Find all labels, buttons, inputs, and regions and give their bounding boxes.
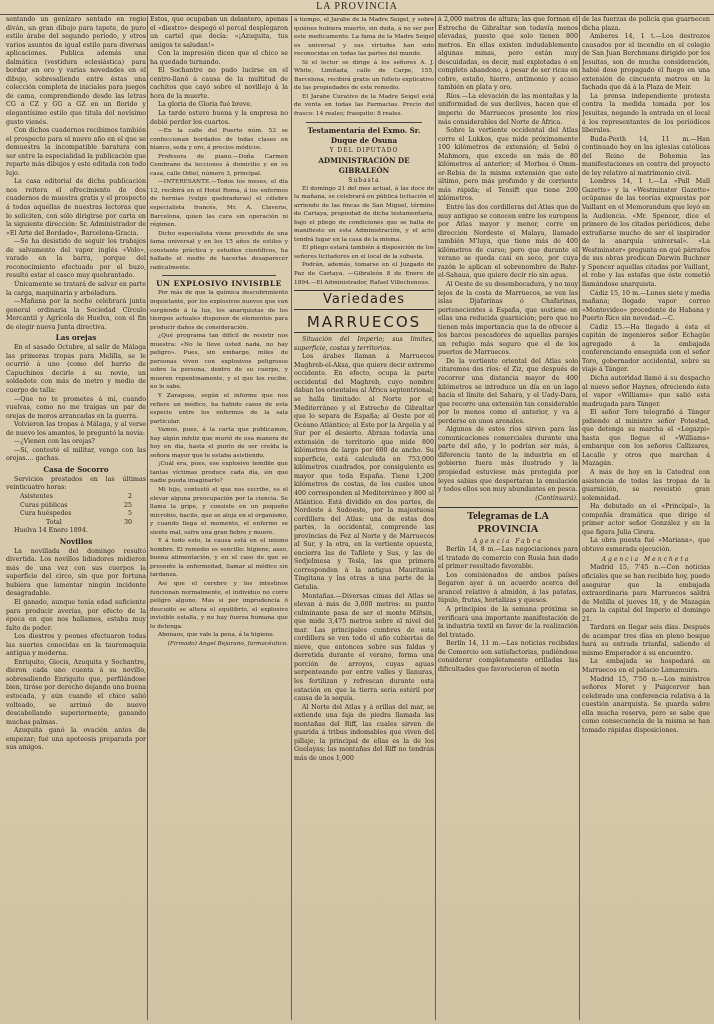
paragraph: Podrán, además, tomarse en el Juzgado de Paz de Cartaya. —Gibraleón 8 de Enero de 1894.—El Administrador, Rafael Villechenous. xyxy=(294,262,434,286)
agency-heading: Agencia Mencheta xyxy=(601,556,691,564)
paragraph: ¡Cuál era, pues, ese explosivo temible que tantas víctimas produce cada día, sin que nadie pueda imaginarlo? xyxy=(150,461,288,485)
row-label: Total xyxy=(46,518,62,526)
paragraph: ¿Qué programa tan difícil de resistir nos muestra: «No le lleve usted nada, no hay peligro». Pues, sin embargo, miles de personas viven con explosivos peligrosos sobre la persona, dentro de su cuerpo, y mueren repentinamente, y el que los recibe, no lo sabe. xyxy=(150,333,288,391)
paragraph: Azuquita ganó la ovación antes de empezar; fué una apoteosis preparada por sus amigos. xyxy=(6,727,146,752)
paragraph: Estos, que ocupaban un delantero, apenas el «diestro» despegó el percal desplegaron un cartel que decía: «¡Azuquita, tus amigos te saludan!» xyxy=(150,16,288,49)
paragraph: Servicios prestados en las últimas veinticuatro horas: xyxy=(6,475,146,492)
paragraph: La obra puesta fué «Mariana», que obtuvo esmerada ejecución. xyxy=(582,537,710,553)
divider xyxy=(162,275,276,276)
paragraph: A principios de la semana próxima se verificará una importante manifestación de la industria textil en favor de la realización del tratado. xyxy=(438,606,578,639)
paragraph: La gloria de Gloria fué breve. xyxy=(158,101,253,109)
paragraph: Y Zaragoza, según el informe que nos refiere un médico, ha habido casos de esta especie entre los enfermos de la sala particular. xyxy=(150,392,288,425)
paragraph: Londres 14, 1 t.—La «Pall Mall Gazette» y la «Westminster Gazette» ocúpanse de las teorías expuestas por Vaillant en el Memorandum que leyó en la Audiencia. «Mr. Spencer, dice el primero de los citados periódicos, debe extrañarse mucho de ser el inspirador de la anarquía universal». «La Westminster» pregunta en qué párrafos de sus obras predican Darwin Buchner y Spencer aquellas citadas por Vaillant, el robo y las estafas que éste cometió llamándose anarquista. xyxy=(582,178,710,288)
paragraph: sentando un genizaro sentado en regio diván, un gran dibujo para tapete, de puro estilo árabe del segundo período, y otros varios asuntos de igual estilo para diversas aplicaciones. Publica además una dalmática (vestidura eclesiástica) para bordar en oro y varias novedades en el dibujo, sobresaliendo entre éstas una colección completa de iniciales para juegos de cama, comprendiendo desde las letras CG a CZ y GG a GZ en un florido y elegantísimo estilo que titula del novísimo gusto vienés. xyxy=(6,16,146,126)
section-heading-variedades: Variedades xyxy=(294,290,434,310)
paragraph: El pliego estará también á disposición de los señores licitadores en el local de la subasta. xyxy=(294,245,434,260)
paragraph: La prensa independiente protesta contra la medida tomada por los Jesuitas, negando la entrada en el local á los representantes de los periódicos liberales. xyxy=(582,92,710,135)
column-5 xyxy=(582,16,710,1022)
row-value: 2 xyxy=(127,492,132,500)
paragraph: Los árabes llaman á Marruecos Maghreb-el-Aksa, que quiere decir extremo occidente. En efecto, ocupa la parte occidental del Maghreb, cuyo nombre daban los orientales al África septentrional; se halla limitado: al Norte por el Mediterráneo y el Estrecho de Gibraltar que lo separa de España; al Oeste por el Océano Atlántico; al Este por la Argelia y al Sur por el desierto. Abraza todavía una extensión de territorio que mide 800 kilómetros de largo por 600 de ancho. Su superficie, está calculada en 753,000 kilómetros cuadrados, por consiguiente es mayor que toda España. Tiene 1,200 kilómetros de costas, de los cuales unos 400 corresponden al Mediterráneo y 800 al Atlántico. Está dividido en dos partes, de Nordeste á Sudoeste, por la majestuosa cordillera del Atlas: una de estas dos partes, la occidental, comprende las provincias de Fez al Norte y de Marruecos al Sur, y la otra, en la vertiente opuesta, encierra las de Tafilete y Sus, y las de Sedjelmesa y Tesla, las que primera corresponden á la antigua Mauritania Tingitana y las otras a una parte de la Getulia. xyxy=(294,353,434,591)
paragraph: La novillada del domingo resultó divertida. Los novillos lidiadores midieron más de una vez con sus cuerpos la superficie del circo, sin que por fortuna hubiera que lamentar ningún incidente desagradable. xyxy=(6,547,146,598)
table-row-total xyxy=(6,519,146,528)
columns xyxy=(6,16,710,1022)
paragraph: El señor Toro telegrafió á Tánger pidiendo al ministro señor Potestad, que detenga su marcha el «Legazpi» hasta que llegue el «Williams» embarque con los señores Callizares, Lacalle y otros que marchan á Mazagán. xyxy=(582,409,710,468)
row-value: 30 xyxy=(123,518,132,526)
section-subheading: Y DEL DIPUTADO xyxy=(329,146,399,154)
section-heading-telegramas: Telegramas de LA PROVINCIA xyxy=(438,507,578,536)
paragraph: Y á todo esto, la causa está en el mismo hombre. El remedio es sencillo: higiene, aseo, buena alimentación, y en el caso de que se presente la enfermedad, llamar al médico sin tardanza. xyxy=(150,538,288,579)
advert: Dicho especialista viene precedido de una fama universal y en los 15 años de estilos y constante práctica y estudios científicos, ha hallado el medio de hacerlas desaparecer radicalmente. xyxy=(150,230,288,271)
paragraph: Dicha autoridad llamó á su despacho al nuevo señor Haynes, ofreciendo éste el vapor «Williams» que salió esta madrugada para Tánger. xyxy=(582,374,710,408)
signature: (Firmado) Angel Bejarano, farmacéutico. xyxy=(167,640,288,647)
article-title: MARRUECOS xyxy=(294,312,434,333)
row-value: 25 xyxy=(123,501,132,509)
section-heading: Novillos xyxy=(59,536,93,546)
paragraph: Así que el cerebro y los intestinos funcionan normalmente, el individuo no corre peligro alguno. Mas si por imprudencia ó descuido se altera el equilibrio, el explosivo invisible estalla, y no hay fuerza humana que lo detenga. xyxy=(150,581,288,630)
paragraph: Cádiz 15, 10 m.—Lunes siete y media mañana; llegado vapor correo «Montevideo» procedente de Habana y Puerto Rico sin novedad.—C. xyxy=(582,289,710,323)
column-4 xyxy=(438,16,578,1022)
paragraph: Mi hijo, contestó el que nos escribe, es el elevar alguna preocupación por la ciencia. Se llama la gripe, y consiste en un pequeño microbio, bacilo, que se aloja en el organismo, y cuando llega el momento, el enfermo se siente mal, sufre una gran fiebre y muere. xyxy=(150,486,288,536)
paragraph: Por más de que la química descubrimiento inquietante, por los explosivos nuevos que van surgiendo á la luz, los anarquistas de los tiempos actuales disponen de elementos para producir daños de consideración. xyxy=(150,290,288,331)
section-heading: ADMINISTRACIÓN DE GIBRALEÓN xyxy=(318,155,410,175)
continued-note: (Continuará). xyxy=(535,494,578,502)
paragraph: El ganado, aunque tenía edad suficiente para producir averías, por efecto de la época en que nos hallamos, estaba muy falto de poder. xyxy=(6,599,146,632)
section-subheading: Subasta xyxy=(348,176,380,184)
row-label: Asistentes xyxy=(20,492,53,500)
paragraph: Ríos.—La elevación de las montañas y la uniformidad de sus declives, hacen que el imperio de Marruecos presente los ríos más considerables del Norte de África. xyxy=(438,92,578,126)
paragraph: El Jarabe Curativo de la Madre Seigel está de venta en todas las Farmacias. Precio del frasco: 14 reales; frasquito: 8 reales. xyxy=(294,93,434,118)
paragraph: á 2,000 metros de altura; las que forman el Estrecho de Gibraltar son todavía menos elevadas, puesto que solo tienen 800 metros. En ellas existen indudablemente algunas minas, pero están muy descuidadas, es decir, mal explotadas ó en completo abandono, á pesar de ser ricas en cobre, estaño, hierro, antimonio y acaso también en plata y oro. xyxy=(438,16,578,92)
paragraph: —Mañana por la noche celebrará junta general ordinaria la Sociedad Círculo Mercantil y Agrícola de Huelva, con el fin de elegir nueva Junta directiva. xyxy=(6,298,146,331)
paragraph: Abonaos, que vale la pena, á la higiene. xyxy=(158,632,275,639)
paragraph: á tiempo, el Jarabe de la Madre Seigel, y sobre quiénes hubiera muerto, sin duda, á no ser por este medicamento. La fama de la Madre Seigel es universal y sus virtudes han sido reconocidas en todas las partes del mundo. xyxy=(294,17,434,58)
paragraph: Entre las dos cordilleras del Atlas que de muy antiguo se conocen entre los europeos por Atlas mayor y menor, corre en dirección Nordeste el Malaya, llamado también M'luya, que tiene más de 400 kilómetros de curso; pero que durante el verano se queda casi en seco, por cuya razón le aplican el sobrenombre de Bahr-el-Sahaua, que quiere decir río sin agua. xyxy=(438,204,578,280)
paragraph: Enriquito, Giocis, Azuquita y Sochantre, dieron cada uno cuenta á su novillo, sobresaliendo Enriquito que, perfilándose bien, tiróse por derecho dejando una buena estocada, y aún cuando el chico salió volteado, se arrimó de nuevo descabellando superiormente, ganando muchas palmas. xyxy=(6,658,146,726)
paragraph: Algunos de estos ríos sirven para las comunicaciones comerciales durante una parte del año, y lo podrían ser más, á diferencia tanto de la industria en el gobierno fuera más ilustrado y la propiedad estuviese más protegida por leyes sabias que despertaran la emulación y todos ellos son muy abundantes en pesca. xyxy=(438,426,578,494)
section-heading: UN EXPLOSIVO INVISIBLE xyxy=(156,279,282,289)
paragraph: Los comisionados de ambos países llegaron ayer á un acuerdo acerca del arancel relativo á almidón, á las patatas, lúpulo, frutas, hortalizas y quesos. xyxy=(438,571,578,605)
paragraph: La casa editorial de dicha publicación nos reitera el ofrecimiento de dos cuadernos de muestra gratis y el prospecto á todas aquellas de nuestras lectoras que lo soliciten, con sólo dirigirse por carta en la siguiente dirección: Sr. Administrador de «El Arte del Bordado», Barcelona-Gracia. xyxy=(6,178,146,237)
paragraph: A más de hoy en la Catedral con asistencia de todas las tropas de la guarnición, se reveistió gran solemnidad. xyxy=(582,468,710,502)
column-2 xyxy=(150,16,288,1022)
column-3 xyxy=(294,16,434,1022)
paragraph: Madrid 15, 7'45 n.—Con noticias oficiales que se han recibido hoy, puedo asegurar que la embajada extraordinaria para Marruecos saldrá de Melilla el jueves 18, y de Mazagán para la capital del Imperio el domingo 21. xyxy=(582,564,710,623)
divider xyxy=(306,122,422,123)
agency-heading: Agencia Fabra xyxy=(473,538,543,546)
paragraph: De la vertiente oriental del Atlas solo citaremos dos ríos: el Ziz, que después de recorrer una distancia mayor de 400 kilómetros se introduce un día en un lago hacia el límite del Sahara, y el Uady-Dara, que recorre una extensión tan considerable por lo menos como el anterior, y va á perderse en unos arenales. xyxy=(438,357,578,425)
paragraph: Ha debutado en el «Principal», la compañía dramática que dirige el primer actor señor González y en la que figura Julia Cirera. xyxy=(582,503,710,536)
paragraph: Berlín 14, 11 m.—Las noticias recibidas de Comercio son satisfactorias, pudiéndose considerar completamente orilladas las dificultades que favorecieron el motín xyxy=(438,640,578,673)
dateline: Huelva 14 Enero 1894. xyxy=(14,527,88,535)
paragraph: Madrid 15, 7'50 n.—Los ministros señores Moret y Puigcerver han celebrado una conferencia relativa á la cuestión anarquista. Se guarda sobre ella mucha reserva, pero se sabe que como consecuencia de la misma se han tomado rápidas disposiciones. xyxy=(582,675,710,734)
row-label: Cura huéspedes xyxy=(20,510,72,518)
paragraph: El Sochantre no pudo lucirse en el centro-llanó á causa de la multitud de cachitos que cayó sobre el novillejo á la hora de la muerte. xyxy=(150,67,288,100)
advert: —INTERESANTE.—Todos los meses, el día 12, recibirá en el Hotel Roma, á los enfermos de hernias (vulgo quebraduras) el célebre especialista francés, Mr. A. Claverie, Barcelona, quien las cura sin operación ni régimen. xyxy=(150,179,288,229)
row-label: Curas públicas xyxy=(20,501,68,509)
paragraph: —Sí, contestó el militar, vengo con las orejas.... gachas. xyxy=(6,446,146,463)
paragraph: Vamos, pues, á la carta que publicamos, hay algún infeliz que murió de esa manera de hoy en día, hasta el punto de ser creída la señora mayor que le estaba asistiendo. xyxy=(150,427,288,459)
paragraph: —¿Vienen con las orejas? xyxy=(14,438,95,446)
paragraph: Con dichos cuadernos recibimos también el prospecto para el nuevo año en el que se demuestra la incompatible baratura con ser entre la especialidad la publicación que reparte más dibujos y este editada con todo lujo. xyxy=(6,127,146,177)
paragraph: Tardará en llegar seis días. Después de acampar tres días en pleno bosque hará su entrada triunfal, saliendo el mismo Emperador á su encuentro. xyxy=(582,624,710,657)
paragraph: Únicamente se tratará de salvar en parte la carga, maquinaria y arboladura. xyxy=(6,280,146,297)
section-heading: Casa de Socorro xyxy=(43,464,109,474)
paragraph: Berlín 14, 8 m.—Las negociaciones para el tratado de comercio con Rusia han dado el primer resultado favorable. xyxy=(438,546,578,571)
paragraph: Buda-Pesth 14, 11 m.—Han continuado hoy en las iglesias católicas del Reino de Bohemia las manifestaciones en contra del proyecto de ley relativo al matrimonio civil. xyxy=(582,135,710,177)
advert: —En la calle del Puerto núm. 53 se confeccionan bordados de todas clases en blanco, seda y oro, á precios módicos. xyxy=(150,128,288,152)
paragraph: La embajada se hospedará en Marruecos en el palacio Lamamuira. xyxy=(582,658,710,675)
paragraph: Al Oeste de su desembocadura, y no muy lejos de la costa de Marruecos, se ven las islas Djafarinas ó Chafarinas, pertenecientes á España, que sostiene en ellas una reducida guarnición; pero que no tienen más importancia que la de ofrecer á los barcos pescadores de aquellas parajes un refugio más seguro que el de los puertos de Marruecos. xyxy=(438,280,578,357)
paragraph: Sobre la vertiente occidental del Atlas corre el Lukkos, que mide próximamente 100 kilómetros de extensión; el Sebú ó Mahmora, que excede en más de 80 kilómetros al anterior; el Morbea ó Omm-er-Rebia de la misma extensión que este último, pero más profundo y de corriente más rápida; el Tensift que tiene 200 kilómetros. xyxy=(438,127,578,203)
paragraph: de las fuerzas de policía que guarnecen dicha plaza. xyxy=(582,16,710,32)
table-row xyxy=(6,493,146,502)
paragraph: Al Norte del Atlas y á orillas del mar, se extiende una faja de piedra llamada las montañas del Riff, las cuales sirven de guarida á tribus indomables que viven del pillaje; la principal de ellas es la de los Guelayas; las montañas del Riff no tendrán más de unos 1,000 xyxy=(294,703,434,762)
table-row xyxy=(6,510,146,519)
paragraph: Montañas.—Diversas cimas del Atlas se elevan á más de 3,000 metros: su punto culminante pasa de ser el monte Miltsin, que mide 3,475 metros sobre el nivel del mar. Las principales cumbres de esta cordillera se ven todo el año cubiertas de nieve, que entonces sobre sus faldas y derretida durante el verano, forma una porción de arroyos, cuyas aguas serpenteando por entre valles y llanuras, les fertilizan y refrescan durante esta estación en que la tierra seria estéril por causa de la sequía. xyxy=(294,592,434,703)
advert: Profesora de piano.—Doña Carmen Cembrano da lecciones á domicilio y en su casa, calle Odiel, número 3, principal. xyxy=(150,153,288,177)
paragraph: —Que no te prometes á mí, cuando vuelvas, como no me traigas un par de orejas de moros arrancadas en la guerra. xyxy=(6,395,146,420)
row-value: 5 xyxy=(127,510,132,518)
section-heading: Testamentaría del Exmo. Sr. Duque de Osuna xyxy=(307,125,421,145)
paragraph: La tarde estuvo buena y la empresa no debió perder los cuartos. xyxy=(150,110,288,126)
paragraph: El domingo 21 del mes actual, á las doce de la mañana, se celebrará en pública licitación el arriendo de las fincas de San Miguel, término de Cartaya, propiedad de dicha testamentaría, bajo el pliego de condiciones que se halla de manifiesto en esta Administración, y el acto tendrá lugar en la casa de la misma. xyxy=(294,185,434,243)
paragraph: Con la impresión dicen que el chico se ha quedado turnando. xyxy=(150,50,288,66)
article-subtitle: Situación del Imperio; sus límites, superficie, costas y territorios. xyxy=(294,336,434,352)
paragraph: Amberes 14, 1 t.—Los destrozos causados por el incendio en el colegio de San Juan Berchmans dirigido por los Jesuitas, son de mucha consideración, habié dose propagado el fuego en una extensión de cincuenta metros en la fachada que dá á la Plaza de Meir. xyxy=(582,33,710,92)
column-1 xyxy=(6,16,146,1022)
section-heading: Las orejas xyxy=(55,333,97,343)
paragraph: Cádiz 15.—Ha llegado á ésta el capitán de ingenieros señor Echagüe agregado á la embajada conferenciando enseguida con el señor Toro, gobernador accidental, sobre su viaje á Tánger. xyxy=(582,323,710,374)
paragraph: Los diestros y peones efectuaron todas las suertes conocidas en la tauromaquia antigua y moderna. xyxy=(6,633,146,658)
masthead: LA PROVINCIA xyxy=(0,0,714,15)
paragraph: —Se ha desistido de seguir los trabajos de salvamento del vapor inglés «Volo», varado en la barra, porque del reconocimiento efectuado por el buzo, resultó estar el casco muy quebrantado. xyxy=(6,238,146,280)
paragraph: En el sasado Octubre, al salir de Málaga las primeras tropas para Melilla, se le ocurrió á uno (como del barrio de Capuchinos decirle á su novio, un soldadote con más de metro y medio de cuerpo de talla: xyxy=(6,344,146,394)
paragraph: Si el lector se dirige á los señores A. J. White, Limitada, calle de Carpe, 155, Barcelona, recibirá gratis un folleto explicativo de las propiedades de este remedio. xyxy=(294,59,434,92)
paragraph: Volvieron las tropas á Málaga, y al verse de nuevo los amantes, le preguntó la novia: xyxy=(6,421,146,437)
table-row xyxy=(6,502,146,511)
